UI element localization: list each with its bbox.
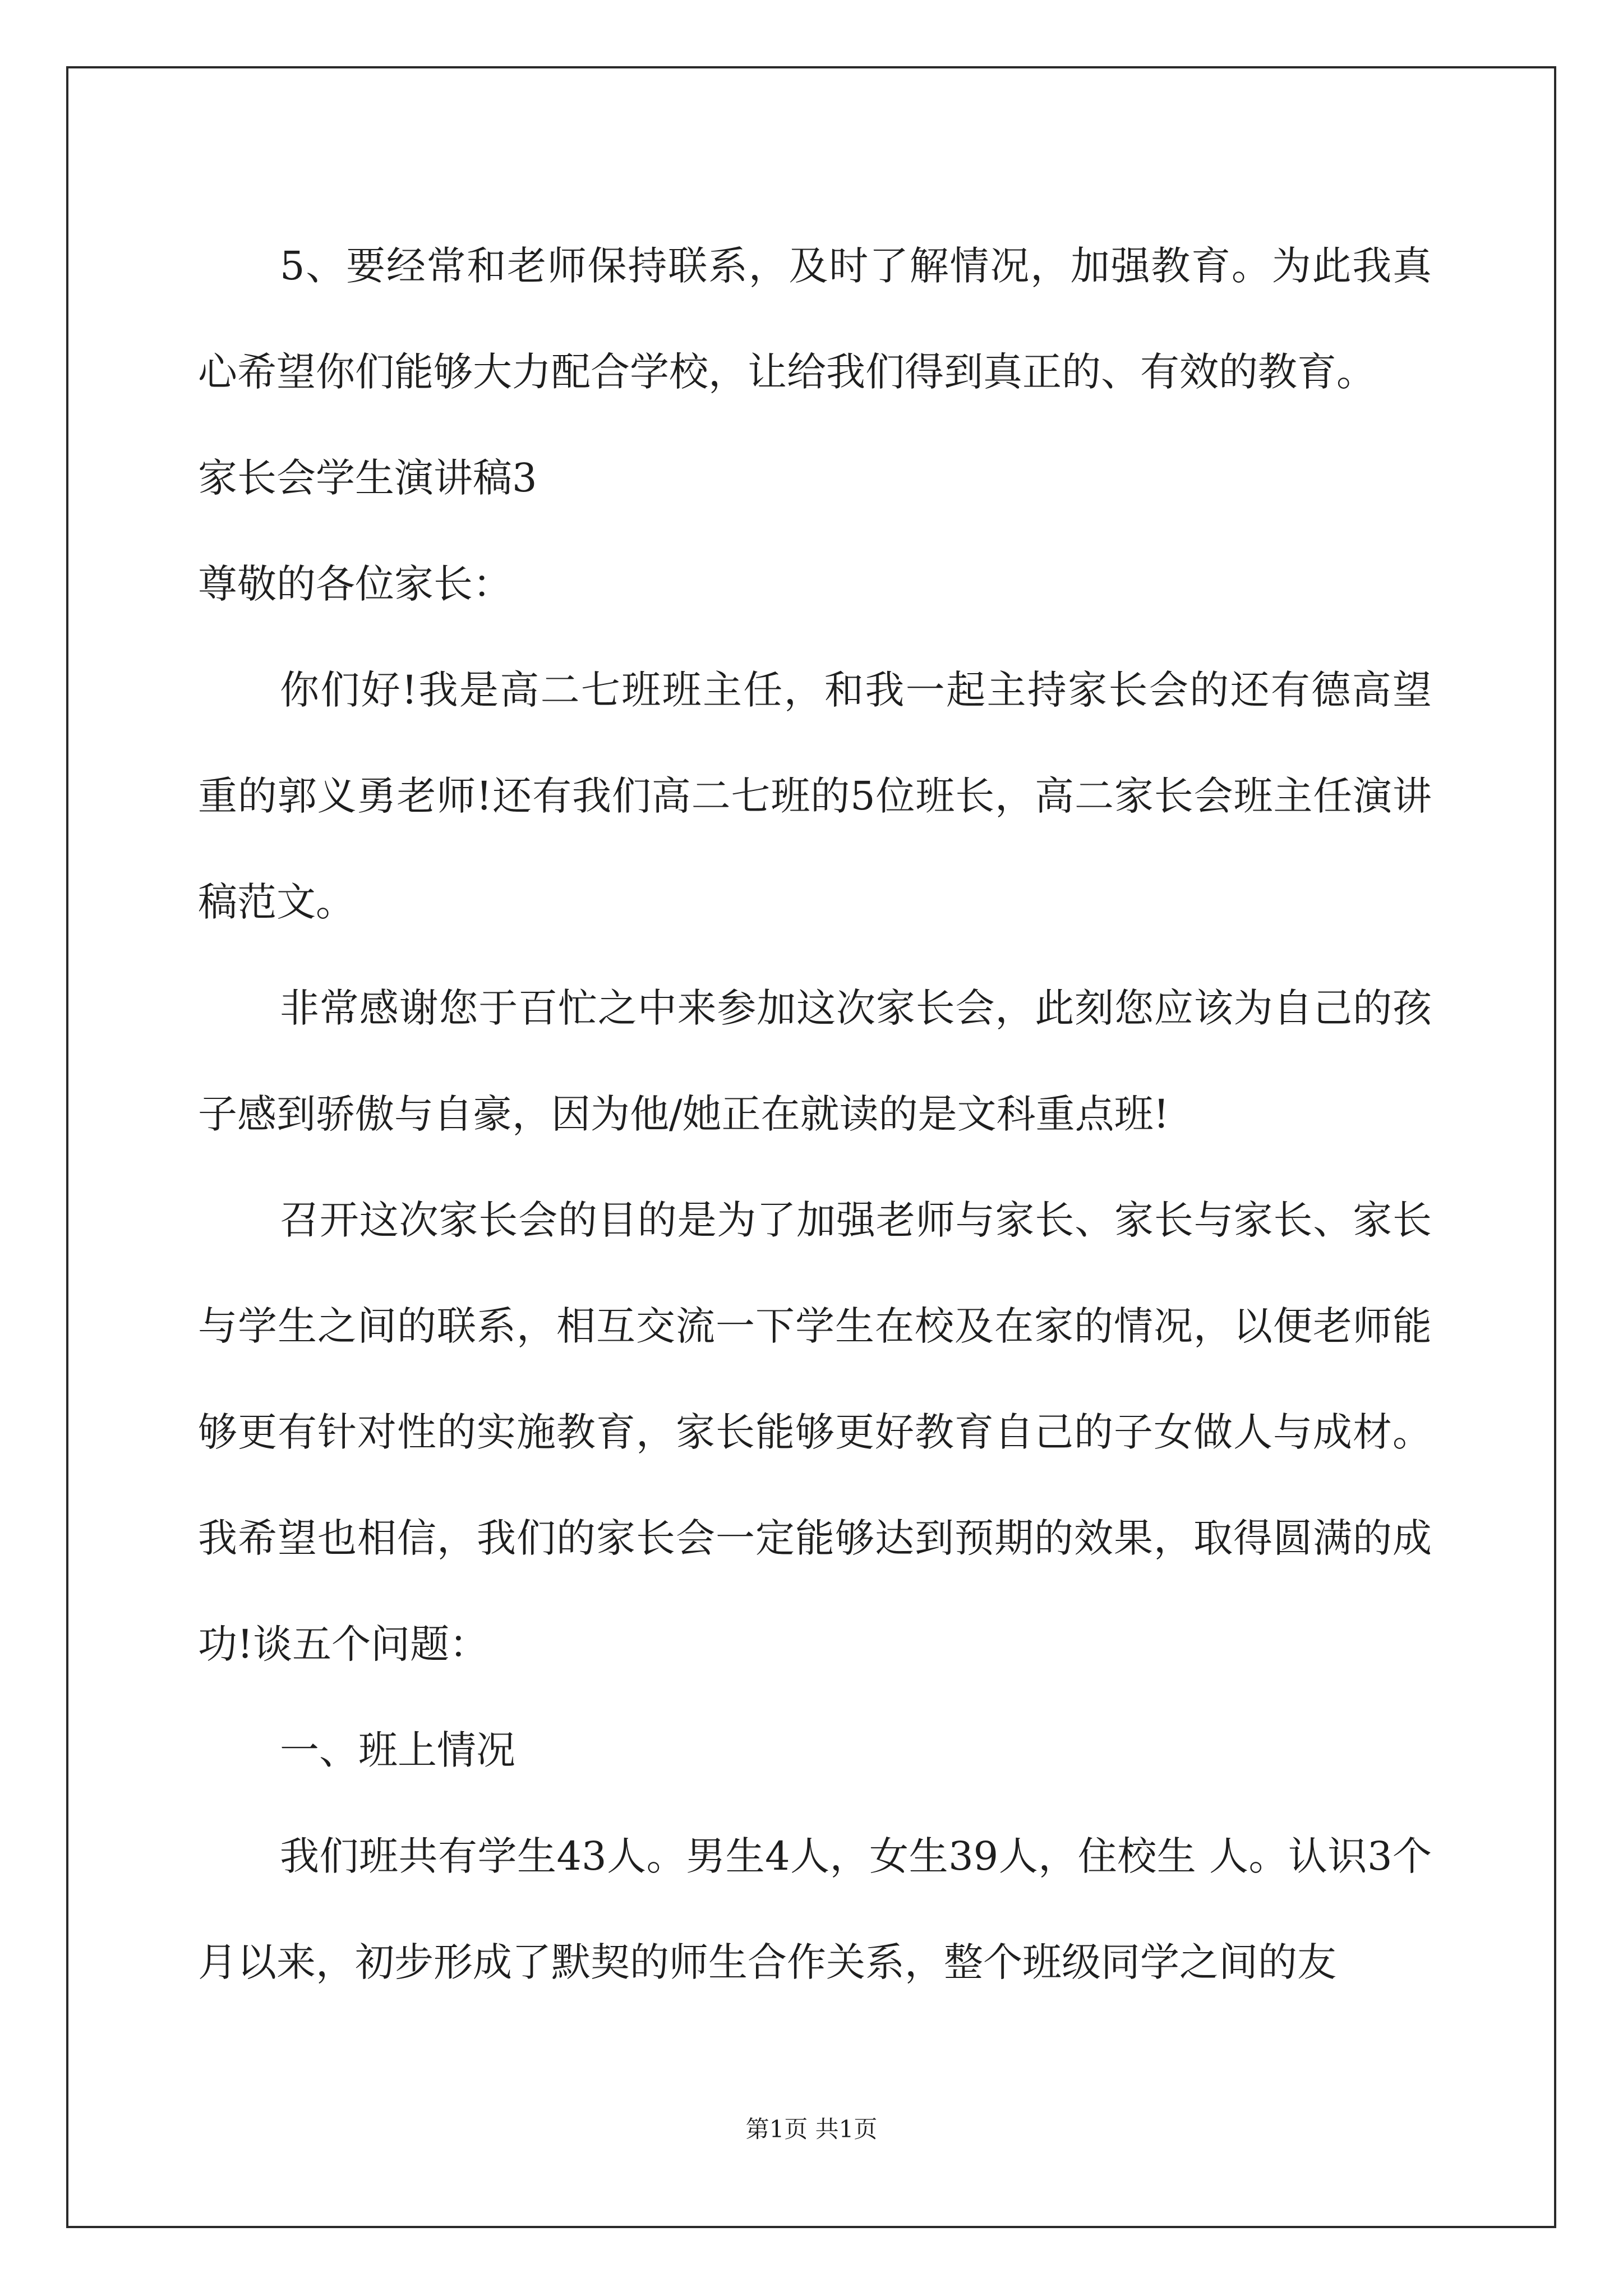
paragraph-1: 5、要经常和老师保持联系，及时了解情况，加强教育。为此我真心希望你们能够大力配合学校，让给我们得到真正的、有效的教育。: [198, 243, 1432, 395]
paragraph-4: 召开这次家长会的目的是为了加强老师与家长、家长与家长、家长与学生之间的联系，相互交流一下学生在校及在家的情况，以便老师能够更有针对性的实施教育，家长能够更好教育自己的子女做人与成材。我希望也相信，我们的家长会一定能够达到预期的效果，取得圆满的成功!谈五个问题：: [198, 1197, 1432, 1667]
paragraph-2: 你们好!我是高二七班班主任，和我一起主持家长会的还有德高望重的郭义勇老师!还有我们高二七班的5位班长，高二家长会班主任演讲稿范文。: [198, 667, 1432, 925]
paragraph-3: 非常感谢您于百忙之中来参加这次家长会，此刻您应该为自己的孩子感到骄傲与自豪，因为他/她正在就读的是文科重点班!: [198, 985, 1432, 1137]
document-body: [198, 213, 1432, 2016]
paragraph-5: 我们班共有学生43人。男生4人，女生39人，住校生 人。认识3个月以来，初步形成了默契的师生合作关系，整个班级同学之间的友: [198, 1833, 1432, 1985]
subsection-heading: 一、班上情况: [280, 1727, 515, 1773]
salutation: 尊敬的各位家长：: [198, 561, 512, 607]
page-number-footer: 第1页 共1页: [745, 2115, 878, 2143]
section-heading: 家长会学生演讲稿3: [198, 455, 537, 501]
